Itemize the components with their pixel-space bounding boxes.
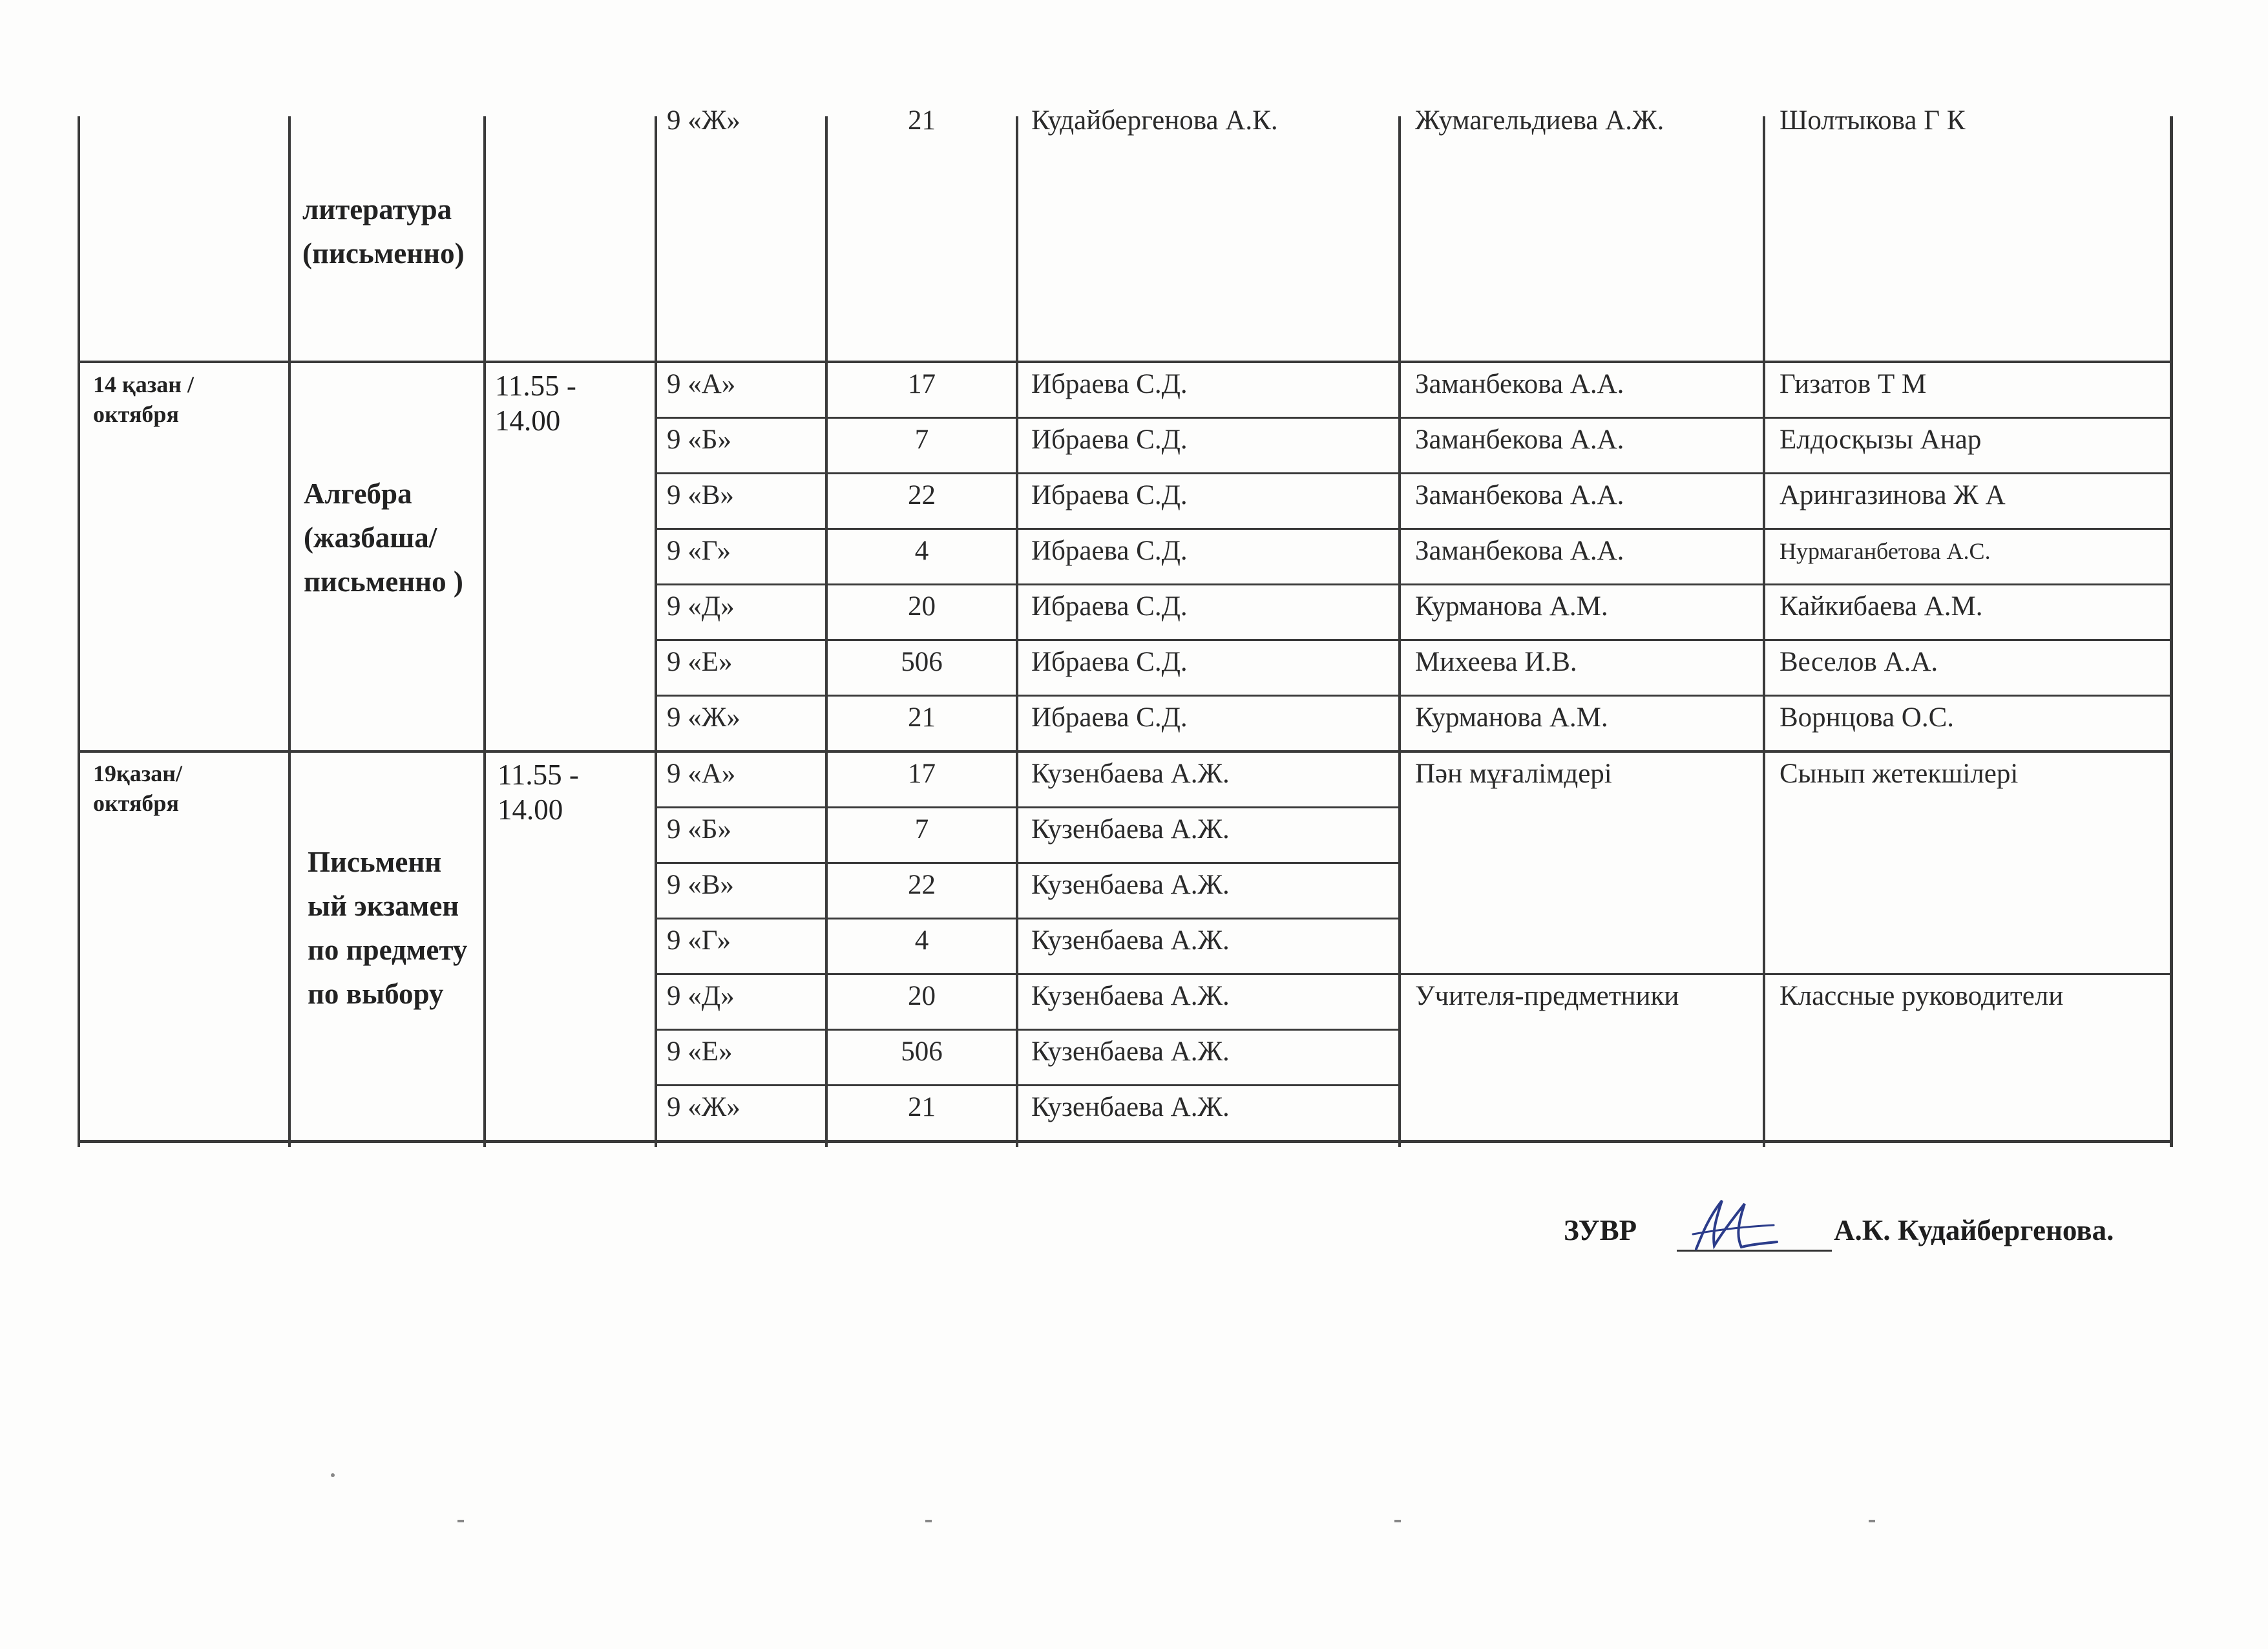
subject-label: Алгебра (жазбаша/ письменно ) [304,478,463,598]
top-subject-cell [302,187,476,275]
teacher-cell: Кузенбаева А.Ж. [1031,925,1230,956]
class-cell: 9 «Ж» [667,105,740,136]
teacher-cell: Кузенбаева А.Ж. [1031,1092,1230,1122]
elective-date-cell [93,759,248,818]
assistant-cell: Заманбекова А.А. [1415,536,1624,566]
supervisor-cell: Гизатов Т М [1780,369,1927,399]
scan-mark [457,1520,464,1522]
room-cell: 20 [908,591,936,622]
teacher-cell: Ибраева С.Д. [1031,425,1188,455]
teacher-cell: Ибраева С.Д. [1031,369,1188,399]
teacher-cell: Кузенбаева А.Ж. [1031,814,1230,845]
grid-line [288,116,291,1147]
room-cell: 17 [908,369,936,399]
class-cell: 9 «Е» [667,647,733,677]
time-label: 11.55 - 14.00 [498,759,579,826]
grid-line [78,750,2173,753]
grid-line [655,116,657,1147]
teacher-cell: Ибраева С.Д. [1031,591,1188,622]
teacher-cell: Кудайбергенова А.К. [1031,105,1278,136]
room-cell: 4 [914,536,929,566]
teacher-cell: Кузенбаева А.Ж. [1031,870,1230,900]
assistant-cell: Михеева И.В. [1415,647,1577,677]
teacher-cell: Ибраева С.Д. [1031,480,1188,510]
grid-line [655,1084,1401,1086]
assistant-cell: Курманова А.М. [1415,702,1608,733]
class-cell: 9 «Д» [667,591,735,622]
scan-mark [1394,1520,1401,1522]
scan-mark [925,1520,932,1522]
room-cell: 506 [901,647,943,677]
grid-line [655,695,2173,697]
teacher-cell: Ибраева С.Д. [1031,702,1188,733]
signature-name: А.К. Кудайбергенова. [1834,1214,2114,1246]
grid-line [655,417,2173,419]
room-cell: 20 [908,981,936,1011]
date-label: 14 қазан / октября [93,372,194,427]
date-label: 19қазан/ октября [93,761,182,816]
teacher-cell: Кузенбаева А.Ж. [1031,759,1230,789]
subject-label: Письменн ый экзамен по предмету по выбору [308,846,468,1010]
room-cell: 21 [908,105,936,136]
class-cell: 9 «Г» [667,925,731,956]
supervisor-cell: Нурмаганбетова А.С. [1780,538,1991,564]
grid-line [78,361,2173,363]
teacher-cell: Ибраева С.Д. [1031,647,1188,677]
subject-label: литература (письменно) [302,193,465,269]
class-cell: 9 «А» [667,369,736,399]
grid-line [655,862,1401,864]
class-cell: 9 «В» [667,870,734,900]
grid-line [655,639,2173,641]
supervisor-cell: Шолтыкова Г К [1780,105,1966,136]
class-cell: 9 «А» [667,759,736,789]
class-cell: 9 «Ж» [667,702,740,733]
teacher-cell: Ибраева С.Д. [1031,536,1188,566]
grid-line [655,806,1401,808]
grid-line [483,116,486,1147]
class-cell: 9 «Ж» [667,1092,740,1122]
supervisor-cell: Кайкибаева А.М. [1780,591,1983,622]
room-cell: 17 [908,759,936,789]
class-cell: 9 «В» [667,480,734,510]
grid-line [655,918,1401,919]
grid-line [1763,116,1765,1147]
supervisor-cell: Арингазинова Ж А [1780,480,2006,510]
grid-line [655,472,2173,474]
grid-line [1398,116,1401,1147]
grid-line [655,528,2173,530]
room-cell: 7 [914,425,929,455]
assistant-cell: Заманбекова А.А. [1415,369,1624,399]
grid-line [655,973,2173,975]
elective-time-cell [498,757,644,827]
supervisor-cell: Ворнцова О.С. [1780,702,1955,733]
assistant-cell: Курманова А.М. [1415,591,1608,622]
room-cell: 21 [908,702,936,733]
class-cell: 9 «Б» [667,425,731,455]
supervisor-cell: Елдосқызы Анар [1780,425,1982,455]
grid-line [2170,116,2173,1147]
signature-role: ЗУВР [1564,1214,1637,1246]
grid-line [655,583,2173,585]
room-cell: 7 [914,814,929,845]
grid-line [1016,116,1018,1147]
handwritten-signature [1683,1194,1780,1255]
supervisor-cell: Веселов А.А. [1780,647,1938,677]
class-cell: 9 «Е» [667,1036,733,1067]
assistant-cell: Заманбекова А.А. [1415,425,1624,455]
time-label: 11.55 - 14.00 [495,370,576,437]
room-cell: 22 [908,480,936,510]
algebra-date-cell [93,370,274,429]
grid-line [78,1140,2173,1143]
class-cell: 9 «Б» [667,814,731,845]
room-cell: 506 [901,1036,943,1067]
grid-line [78,116,80,1147]
algebra-subject-cell [304,472,478,604]
assistant-kz-cell: Пән мұғалімдері [1415,759,1612,789]
assistant-cell: Жумагельдиева А.Ж. [1415,105,1664,136]
teacher-cell: Кузенбаева А.Ж. [1031,1036,1230,1067]
class-cell: 9 «Г» [667,536,731,566]
class-cell: 9 «Д» [667,981,735,1011]
room-cell: 4 [914,925,929,956]
assistant-ru-cell: Учителя-предметники [1415,981,1679,1011]
supervisor-kz-cell: Сынып жетекшілері [1780,759,2019,789]
scan-mark [1869,1520,1875,1522]
algebra-time-cell [495,368,644,438]
elective-subject-cell [308,840,479,1016]
scan-mark [331,1473,335,1477]
grid-line [655,1029,1401,1031]
teacher-cell: Кузенбаева А.Ж. [1031,981,1230,1011]
supervisor-ru-cell: Классные руководители [1780,981,2064,1011]
room-cell: 21 [908,1092,936,1122]
room-cell: 22 [908,870,936,900]
assistant-cell: Заманбекова А.А. [1415,480,1624,510]
